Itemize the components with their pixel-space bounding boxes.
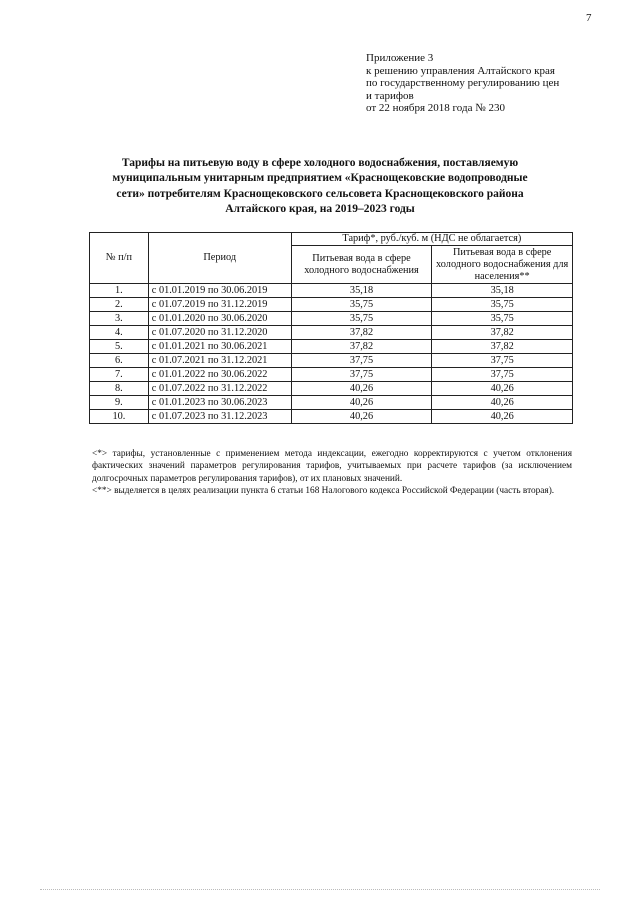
tariff-population-cell: 37,82 <box>432 326 573 340</box>
table-row <box>90 312 573 326</box>
tariff-general-cell: 35,75 <box>291 312 432 326</box>
tariff-general-cell: 40,26 <box>291 382 432 396</box>
table-row <box>90 368 573 382</box>
header-number: № п/п <box>90 233 149 284</box>
header-tariff-group: Тариф*, руб./куб. м (НДС не облагается) <box>291 233 572 246</box>
tariff-general-cell: 37,82 <box>291 340 432 354</box>
period-cell: с 01.07.2020 по 31.12.2020 <box>148 326 291 340</box>
header-general-water: Питьевая вода в сфере холодного водоснабжения <box>291 246 432 284</box>
tariff-general-cell: 35,18 <box>291 284 432 298</box>
tariff-population-cell: 37,75 <box>432 354 573 368</box>
row-number-cell: 5. <box>90 340 149 354</box>
appendix-header <box>366 52 559 115</box>
tariff-population-cell: 40,26 <box>432 410 573 424</box>
tariff-general-cell: 35,75 <box>291 298 432 312</box>
row-number-cell: 8. <box>90 382 149 396</box>
table-row <box>90 326 573 340</box>
row-number-cell: 2. <box>90 298 149 312</box>
period-cell: с 01.07.2022 по 31.12.2022 <box>148 382 291 396</box>
tariff-population-cell: 35,18 <box>432 284 573 298</box>
period-cell: с 01.07.2019 по 31.12.2019 <box>148 298 291 312</box>
tariff-population-cell: 40,26 <box>432 382 573 396</box>
title-line: муниципальным унитарным предприятием «Краснощековские водопроводные <box>112 172 528 185</box>
footnote-2: <**> выделяется в целях реализации пункта 6 статьи 168 Налогового кодекса Российской Федерации (часть вторая). <box>92 486 555 497</box>
appendix-line: и тарифов <box>366 89 414 102</box>
table-row <box>90 284 573 298</box>
appendix-line: к решению управления Алтайского края <box>366 64 555 77</box>
tariff-population-cell: 37,82 <box>432 340 573 354</box>
row-number-cell: 9. <box>90 396 149 410</box>
title-line: Тарифы на питьевую воду в сфере холодного водоснабжения, поставляемую <box>121 157 519 169</box>
tariff-table <box>89 232 573 424</box>
document-title <box>80 156 560 218</box>
period-cell: с 01.01.2020 по 30.06.2020 <box>148 312 291 326</box>
tariff-population-cell: 35,75 <box>432 312 573 326</box>
tariff-population-cell: 37,75 <box>432 368 573 382</box>
title-line: сети» потребителям Краснощековского сельсовета Краснощековского района <box>116 187 524 200</box>
tariff-general-cell: 40,26 <box>291 410 432 424</box>
period-cell: с 01.01.2023 по 30.06.2023 <box>148 396 291 410</box>
table-row <box>90 354 573 368</box>
row-number-cell: 4. <box>90 326 149 340</box>
tariff-population-cell: 40,26 <box>432 396 573 410</box>
table-row <box>90 340 573 354</box>
table-row <box>90 396 573 410</box>
title-line: Алтайского края, на 2019–2023 годы <box>225 203 415 216</box>
bottom-divider <box>40 889 600 890</box>
page-number: 7 <box>586 12 592 24</box>
table-row <box>90 410 573 424</box>
header-period: Период <box>148 233 291 284</box>
tariff-general-cell: 37,75 <box>291 368 432 382</box>
tariff-general-cell: 40,26 <box>291 396 432 410</box>
row-number-cell: 7. <box>90 368 149 382</box>
row-number-cell: 10. <box>90 410 149 424</box>
row-number-cell: 6. <box>90 354 149 368</box>
tariff-general-cell: 37,82 <box>291 326 432 340</box>
appendix-line: от 22 ноября 2018 года № 230 <box>366 102 505 115</box>
appendix-line: Приложение 3 <box>366 52 434 64</box>
footnote-1: <*> тарифы, установленные с применением метода индексации, ежегодно корректируются с учетом отклонения фактических значений параметров регулирования тарифов, учитываемых при расчете тарифов (за исключением долгосрочных параметров регулирования тарифов), от их плановых значений. <box>92 449 572 484</box>
appendix-line: по государственному регулированию цен <box>366 77 560 90</box>
period-cell: с 01.01.2021 по 30.06.2021 <box>148 340 291 354</box>
tariff-population-cell: 35,75 <box>432 298 573 312</box>
period-cell: с 01.01.2022 по 30.06.2022 <box>148 368 291 382</box>
tariff-general-cell: 37,75 <box>291 354 432 368</box>
period-cell: с 01.01.2019 по 30.06.2019 <box>148 284 291 298</box>
header-population-water: Питьевая вода в сфере холодного водоснабжения для населения** <box>432 246 573 284</box>
period-cell: с 01.07.2023 по 31.12.2023 <box>148 410 291 424</box>
period-cell: с 01.07.2021 по 31.12.2021 <box>148 354 291 368</box>
row-number-cell: 1. <box>90 284 149 298</box>
row-number-cell: 3. <box>90 312 149 326</box>
footnotes <box>92 448 572 498</box>
table-row <box>90 382 573 396</box>
table-row <box>90 298 573 312</box>
